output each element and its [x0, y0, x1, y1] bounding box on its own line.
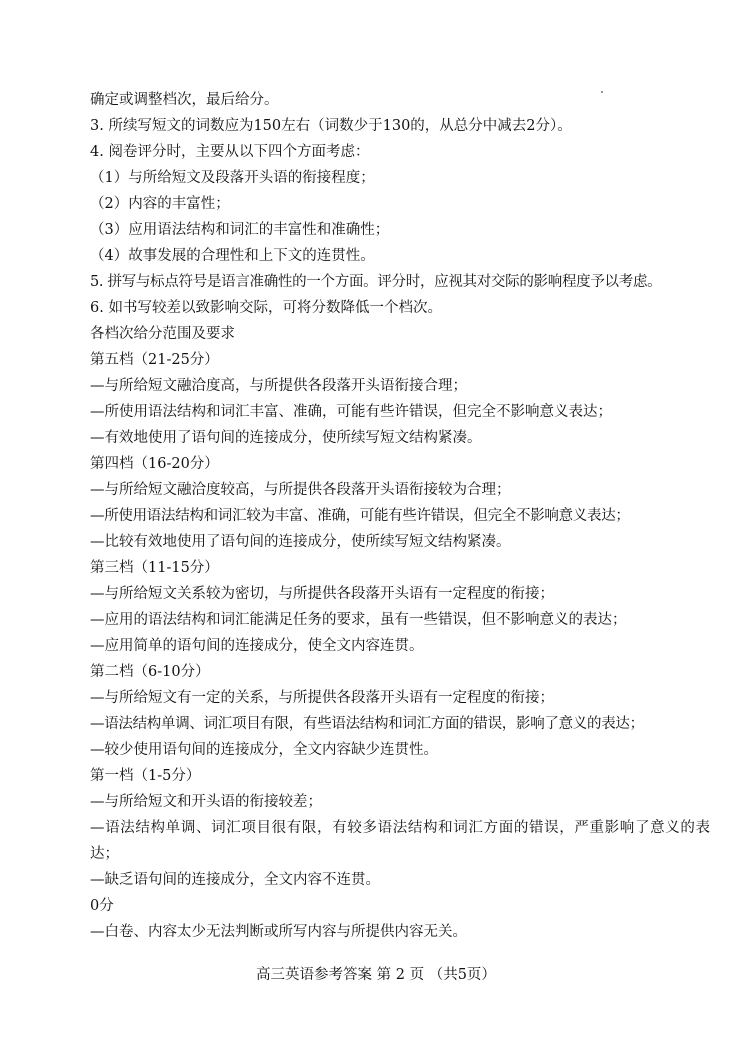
band-3-item: —应用简单的语句间的连接成分，使全文内容连贯。	[90, 638, 424, 654]
band-4-heading: 第四档（16-20分）	[90, 456, 219, 472]
criterion-4: （4）故事发展的合理性和上下文的连贯性。	[90, 248, 375, 264]
band-5-item: —有效地使用了语句间的连接成分，使所续写短文结构紧凑。	[90, 430, 482, 446]
criterion-3: （3）应用语法结构和词汇的丰富性和准确性；	[90, 222, 390, 238]
rule-item-6: 6. 如书写较差以致影响交际，可将分数降低一个档次。	[90, 300, 442, 316]
band-2-item: —较少使用语句间的连接成分，全文内容缺少连贯性。	[90, 742, 438, 758]
band-3-item: —应用的语法结构和词汇能满足任务的要求，虽有一些错误，但不影响意义的表达；	[90, 612, 627, 628]
band-4-item: —比较有效地使用了语句间的连接成分，使所续写短文结构紧凑。	[90, 534, 511, 550]
page-footer: 高三英语参考答案 第 2 页 （共5页）	[256, 967, 496, 983]
band-5-item: —与所给短文融洽度高，与所提供各段落开头语衔接合理；	[90, 378, 467, 394]
band-1-item: —语法结构单调、词汇项目很有限，有较多语法结构和词汇方面的错误，严重影响了意义的表达；	[90, 820, 710, 862]
band-4-item: —所使用语法结构和词汇较为丰富、准确，可能有些许错误，但完全不影响意义表达；	[90, 508, 630, 524]
section-heading: 各档次给分范围及要求	[90, 326, 235, 342]
band-3-item: —与所给短文关系较为密切，与所提供各段落开头语有一定程度的衔接；	[90, 586, 554, 602]
text-line: 确定或调整档次，最后给分。	[90, 92, 279, 108]
band-2-item: —语法结构单调、词汇项目有限，有些语法结构和词汇方面的错误，影响了意义的表达；	[90, 716, 644, 732]
band-5-item: —所使用语法结构和词汇丰富、准确，可能有些许错误，但完全不影响意义表达；	[90, 404, 612, 420]
band-5-heading: 第五档（21-25分）	[90, 352, 219, 368]
band-1-item: —缺乏语句间的连接成分，全文内容不连贯。	[90, 872, 380, 888]
rule-item-4: 4. 阅卷评分时，主要从以下四个方面考虑：	[90, 144, 370, 160]
criterion-2: （2）内容的丰富性；	[90, 196, 230, 212]
rule-item-5: 5. 拼写与标点符号是语言准确性的一个方面。评分时，应视其对交际的影响程度予以考虑。	[90, 274, 662, 290]
band-0-item: —白卷、内容太少无法判断或所写内容与所提供内容无关。	[90, 924, 467, 940]
criterion-1: （1）与所给短文及段落开头语的衔接程度；	[90, 170, 375, 186]
band-2-heading: 第二档（6-10分）	[90, 664, 210, 680]
band-3-heading: 第三档（11-15分）	[90, 560, 219, 576]
band-4-item: —与所给短文融洽度较高，与所提供各段落开头语衔接较为合理；	[90, 482, 511, 498]
band-0-heading: 0分	[90, 898, 114, 914]
scoring-guide-body	[90, 87, 710, 945]
band-1-item: —与所给短文和开头语的衔接较差；	[90, 794, 322, 810]
rule-item-3: 3. 所续写短文的词数应为150左右（词数少于130的，从总分中减去2分）。	[90, 118, 572, 134]
band-1-heading: 第一档（1-5分）	[90, 768, 201, 784]
band-2-item: —与所给短文有一定的关系，与所提供各段落开头语有一定程度的衔接；	[90, 690, 554, 706]
